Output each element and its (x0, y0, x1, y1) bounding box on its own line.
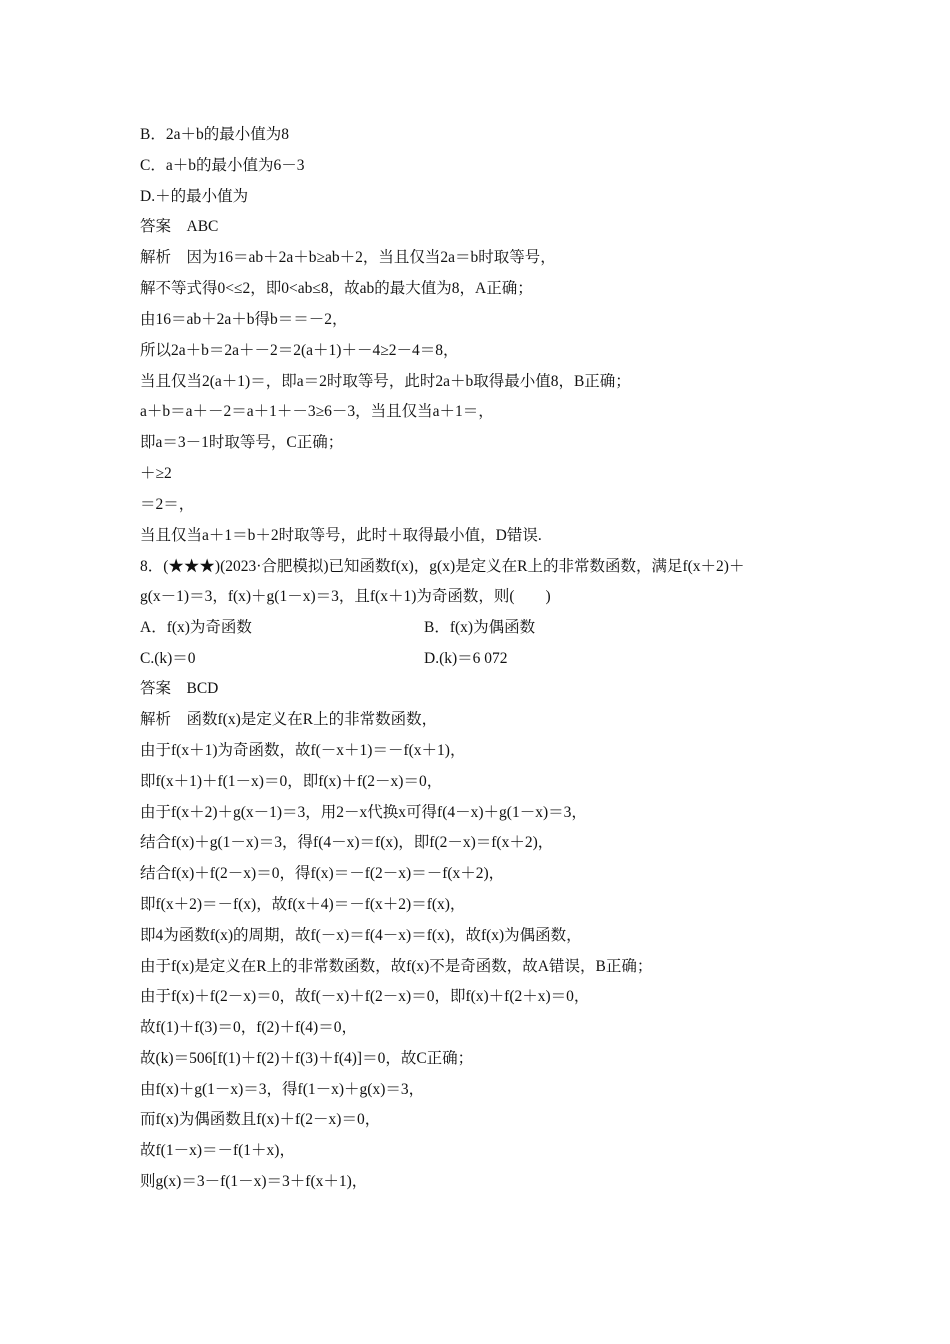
solution-q8-line-14: 而f(x)为偶函数且f(x)＋f(2－x)＝0， (140, 1111, 381, 1128)
option-c-q8: C.(k)＝0 (140, 650, 196, 667)
solution-q7-line-4: 所以2a＋b＝2a＋－2＝2(a＋1)＋－4≥2－4＝8， (140, 342, 459, 359)
option-a-q8: A．f(x)为奇函数 (140, 619, 252, 636)
solution-q8-line-9: 由于f(x)是定义在R上的非常数函数，故f(x)不是奇函数，故A错误，B正确； (140, 958, 653, 975)
solution-q8-line-6: 结合f(x)＋f(2－x)＝0，得f(x)＝－f(2－x)＝－f(x＋2)， (140, 865, 505, 882)
question-8-line-2: g(x－1)＝3，f(x)＋g(1－x)＝3，且f(x＋1)为奇函数，则( ) (140, 588, 551, 605)
answer-q8: 答案 BCD (140, 680, 219, 697)
solution-q8-line-1: 解析 函数f(x)是定义在R上的非常数函数， (140, 711, 438, 728)
solution-q7-line-3: 由16＝ab＋2a＋b得b＝＝－2， (140, 311, 348, 328)
solution-q7-line-1: 解析 因为16＝ab＋2a＋b≥ab＋2，当且仅当2a＝b时取等号， (140, 249, 556, 266)
solution-q7-line-10: 当且仅当a＋1＝b＋2时取等号，此时＋取得最小值，D错误. (140, 527, 542, 544)
solution-q8-line-10: 由于f(x)＋f(2－x)＝0，故f(－x)＋f(2－x)＝0，即f(x)＋f(2＋x)＝0， (140, 988, 590, 1005)
solution-q7-line-7: 即a＝3－1时取等号，C正确； (140, 434, 344, 451)
solution-q7-line-8: ＋≥2 (140, 465, 172, 482)
question-8-line-1: 8．(★★★)(2023·合肥模拟)已知函数f(x)，g(x)是定义在R上的非常数函数，满足f(x＋2)＋ (140, 558, 745, 575)
solution-q7-line-5: 当且仅当2(a＋1)＝，即a＝2时取等号，此时2a＋b取得最小值8，B正确； (140, 373, 631, 390)
solution-q8-line-7: 即f(x＋2)＝－f(x)，故f(x＋4)＝－f(x＋2)＝f(x)， (140, 896, 466, 913)
option-b-q7: B．2a＋b的最小值为8 (140, 126, 289, 143)
solution-q7-line-9: ＝2＝， (140, 496, 195, 513)
solution-q8-line-12: 故(k)＝506[f(1)＋f(2)＋f(3)＋f(4)]＝0，故C正确； (140, 1050, 474, 1067)
solution-q8-line-16: 则g(x)＝3－f(1－x)＝3＋f(x＋1)， (140, 1173, 368, 1190)
solution-q8-line-8: 即4为函数f(x)的周期，故f(－x)＝f(4－x)＝f(x)，故f(x)为偶函数， (140, 927, 582, 944)
solution-q8-line-4: 由于f(x＋2)＋g(x－1)＝3，用2－x代换x可得f(4－x)＋g(1－x)＝3， (140, 804, 587, 821)
option-b-q8: B．f(x)为偶函数 (424, 619, 536, 636)
solution-q8-line-2: 由于f(x＋1)为奇函数，故f(－x＋1)＝－f(x＋1)， (140, 742, 466, 759)
option-c-q7: C．a＋b的最小值为6－3 (140, 157, 305, 174)
solution-q8-line-5: 结合f(x)＋g(1－x)＝3，得f(4－x)＝f(x)，即f(2－x)＝f(x＋2)， (140, 834, 554, 851)
solution-q8-line-11: 故f(1)＋f(3)＝0，f(2)＋f(4)＝0， (140, 1019, 357, 1036)
solution-q8-line-13: 由f(x)＋g(1－x)＝3，得f(1－x)＋g(x)＝3， (140, 1081, 425, 1098)
solution-q8-line-3: 即f(x＋1)＋f(1－x)＝0，即f(x)＋f(2－x)＝0， (140, 773, 443, 790)
solution-q7-line-6: a＋b＝a＋－2＝a＋1＋－3≥6－3，当且仅当a＋1＝， (140, 403, 494, 420)
option-d-q8: D.(k)＝6 072 (424, 650, 508, 667)
answer-q7: 答案 ABC (140, 218, 219, 235)
solution-q8-line-15: 故f(1－x)＝－f(1＋x)， (140, 1142, 295, 1159)
solution-q7-line-2: 解不等式得0<≤2，即0<ab≤8，故ab的最大值为8，A正确； (140, 280, 533, 297)
option-d-q7: D.＋的最小值为 (140, 188, 249, 205)
